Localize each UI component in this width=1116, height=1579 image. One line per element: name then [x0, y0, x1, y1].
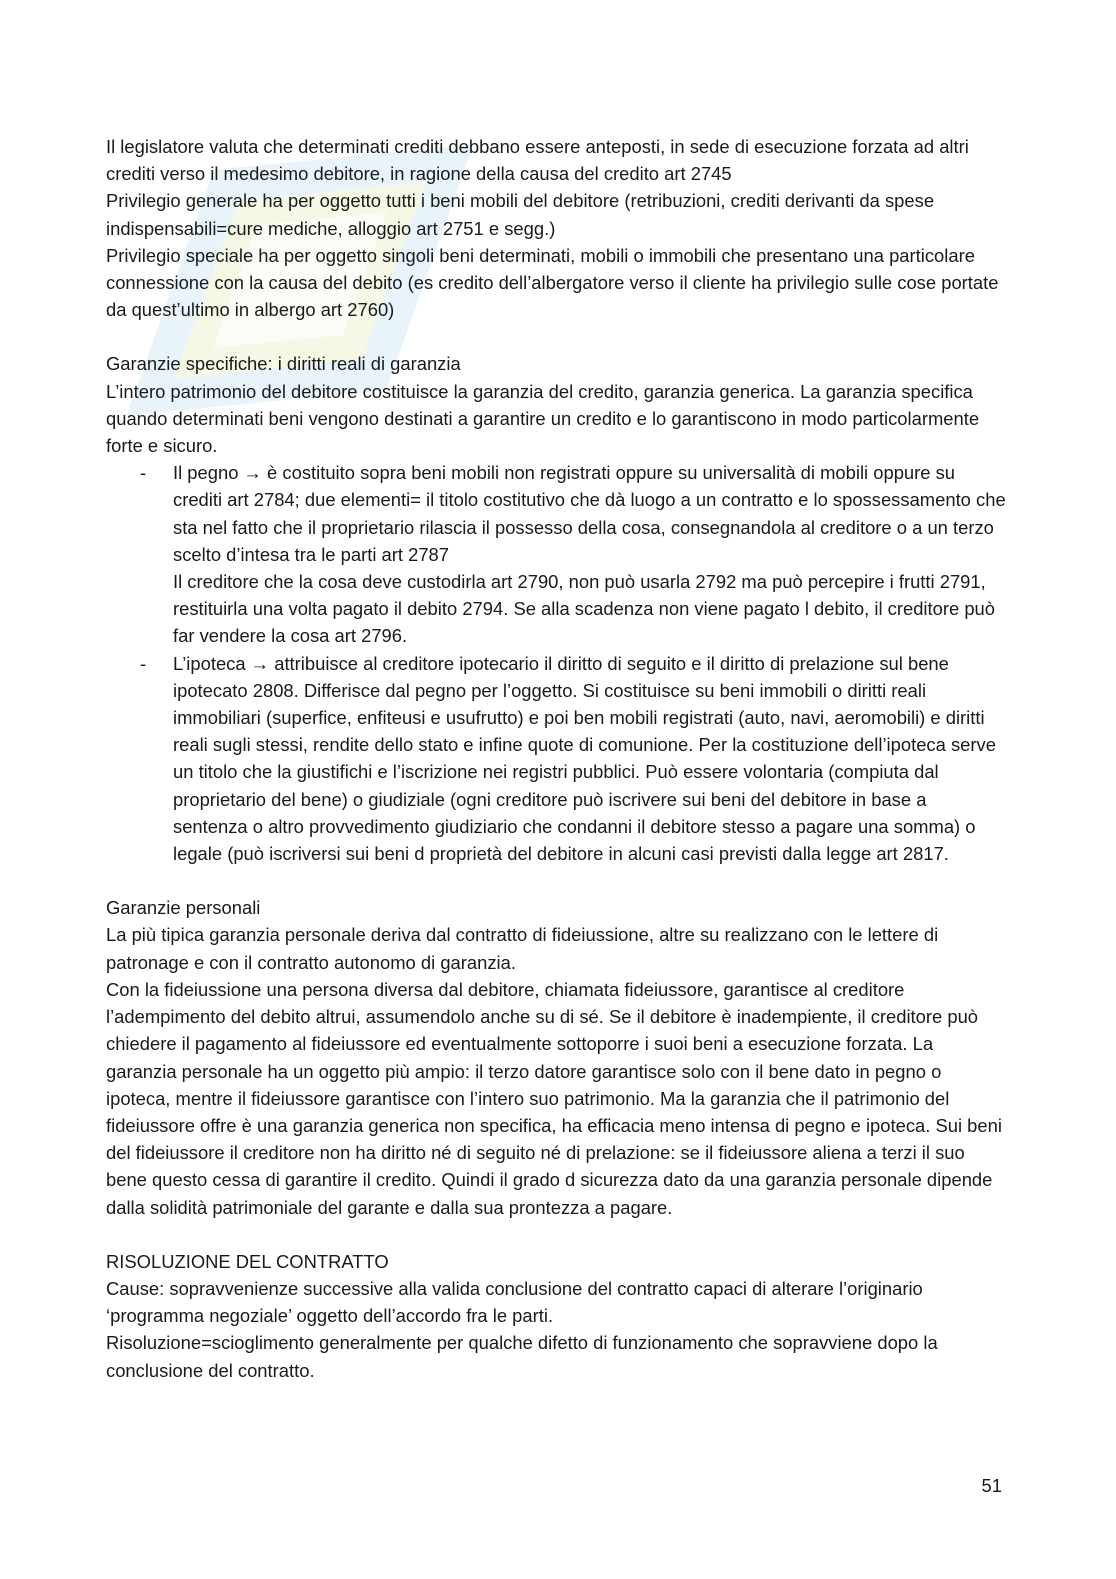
document-body: [106, 133, 1006, 1384]
paragraph-privilegio-speciale: Privilegio speciale ha per oggetto singoli beni determinati, mobili o immobili che presentano una particolare connessione con la causa del debito (es credito dell’albergatore verso il cliente ha privilegio sulle cose portate da quest’ultimo in albergo art 2760): [106, 244, 999, 321]
list-item-pegno-text-b: Il creditore che la cosa deve custodirla art 2790, non può usarla 2792 ma può percepire i frutti 2791, restituirla una volta pagato il debito 2794. Se alla scadenza non viene pagato l debito, il creditore può far vendere la cosa art 2796.: [173, 571, 996, 647]
list-dash: -: [140, 652, 147, 674]
list-dash: -: [140, 462, 147, 484]
list-diritti-reali: [106, 459, 1006, 867]
paragraph-privilegi-intro: Il legislatore valuta che determinati crediti debbano essere anteposti, in sede di esecuzione forzata ad altri crediti verso il medesimo debitore, in ragione della causa del credito art 2745: [106, 136, 969, 185]
paragraph-privilegio-generale: Privilegio generale ha per oggetto tutti i beni mobili del debitore (retribuzioni, crediti derivanti da spese indispensabili=cure mediche, alloggio art 2751 e segg.): [106, 190, 935, 239]
list-item-ipoteca-text: L’ipoteca → attribuisce al creditore ipotecario il diritto di seguito e il diritto di prelazione sul bene ipotecato 2808. Differisce dal pegno per l’oggetto. Si costituisce su beni immobili o diritti reali immobiliari (superfice, enfiteusi e usufrutto) e poi ben mobili registrati (auto, navi, aeromobili) e diritti reali sugli stessi, rendite dello stato e infine quote di comunione. Per la costituzione dell’ipoteca serve un titolo che la giustifichi e l’iscrizione nei registri pubblici. Può essere volontaria (compiuta dal proprietario del bene) o giudiziale (ogni creditore può iscrivere sui beni del debitore in base a sentenza o altro provvedimento giudiziario che condanni il debitore stesso a pagare una somma) o legale (può iscriversi sui beni d proprietà del debitore in alcuni casi previsti dalla legge art 2817.: [173, 652, 996, 865]
list-item-pegno: [106, 459, 1006, 649]
paragraph-fideiussione: Con la fideiussione una persona diversa dal debitore, chiamata fideiussore, garantisce al creditore l’adempimento del debito altrui, assumendolo anche su di sé. Se il debitore è inadempiente, il creditore può chiedere il pagamento al fideiussore ed eventualmente sottoporre i suoi beni a esecuzione forzata. La garanzia personale ha un oggetto più ampio: il terzo datore garantisce solo con il bene dato in pegno o ipoteca, mentre il fideiussore garantisce con l’intero suo patrimonio. Ma la garanzia che il patrimonio del fideiussore offre è una garanzia generica non specifica, ha efficacia meno intensa di pegno e ipoteca. Sui beni del fideiussore il creditore non ha diritto né di seguito né di prelazione: se il fideiussore aliena a terzi il suo bene questo cessa di garantire il credito. Quindi il grado d sicurezza dato da una garanzia personale dipende dalla solidità patrimoniale del garante e dalla sua prontezza a pagare.: [106, 978, 1002, 1218]
paragraph-patrimonio: L’intero patrimonio del debitore costituisce la garanzia del credito, garanzia generica. La garanzia specifica quando determinati beni vengono destinati a garantire un credito e lo garantiscono in modo particolarmente forte e sicuro.: [106, 380, 980, 457]
paragraph-fideiussione-intro: La più tipica garanzia personale deriva dal contratto di fideiussione, altre su realizzano con le lettere di patronage e con il contratto autonomo di garanzia.: [106, 924, 939, 973]
paragraph-risoluzione: Risoluzione=scioglimento generalmente per qualche difetto di funzionamento che sopravviene dopo la conclusione del contratto.: [106, 1332, 938, 1381]
heading-garanzie-specifiche: Garanzie specifiche: i diritti reali di garanzia: [106, 353, 461, 375]
page-number: 51: [981, 1475, 1002, 1496]
heading-risoluzione: RISOLUZIONE DEL CONTRATTO: [106, 1250, 389, 1272]
list-item-pegno-text-a: Il pegno → è costituito sopra beni mobili non registrati oppure su universalità di mobili oppure su crediti art 2784; due elementi= il titolo costitutivo che dà luogo a un contratto e lo spossessamento che sta nel fatto che il proprietario rilascia il possesso della cosa, consegnandola al creditore o a un terzo scelto d’intesa tra le parti art 2787: [173, 462, 1006, 565]
list-item-ipoteca: [106, 650, 1006, 868]
heading-garanzie-personali: Garanzie personali: [106, 897, 261, 919]
paragraph-cause: Cause: sopravvenienze successive alla valida conclusione del contratto capaci di alterare l’originario ‘programma negoziale’ oggetto dell’accordo fra le parti.: [106, 1277, 923, 1327]
